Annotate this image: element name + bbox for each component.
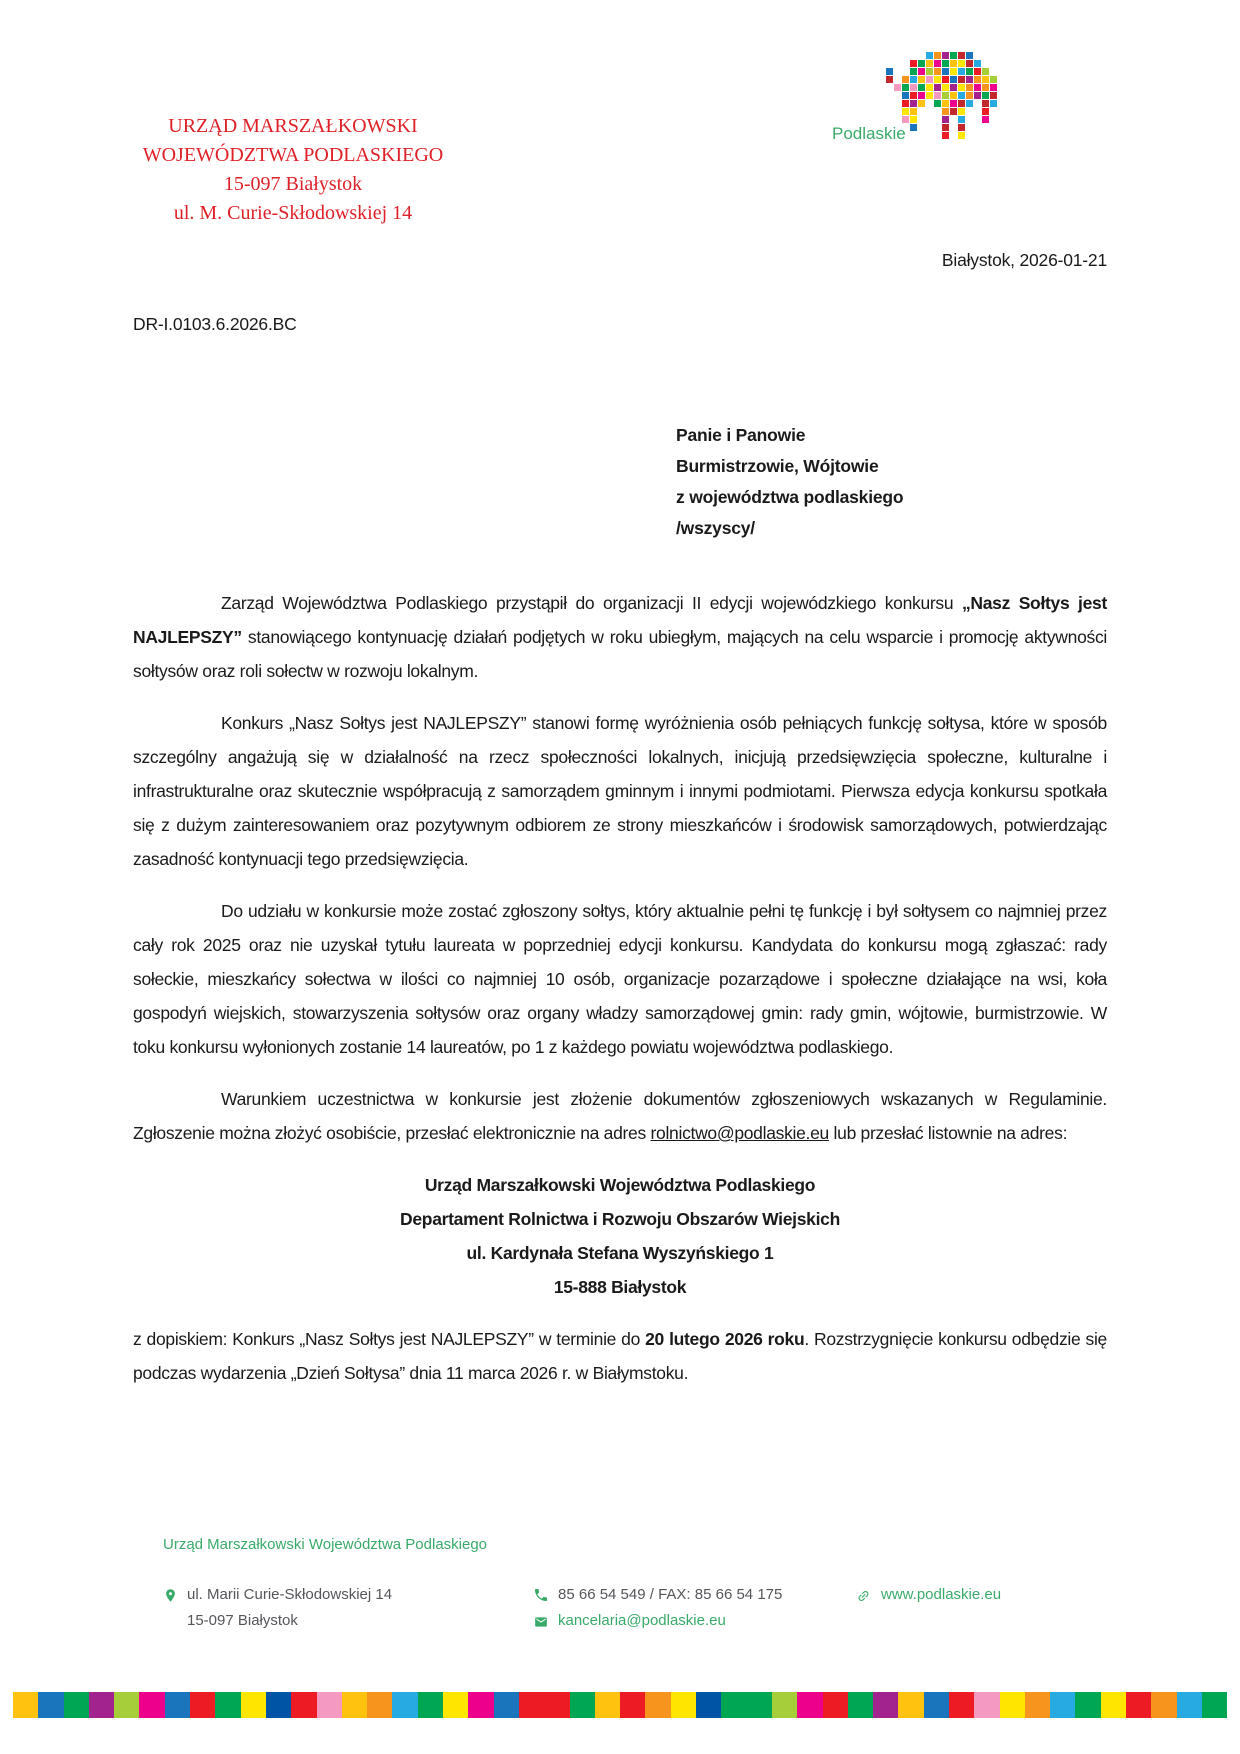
footer-email	[533, 1608, 726, 1638]
paragraph-1-text-end: stanowiącego kontynuację działań podjętych w roku ubiegłym, mających na celu wsparcie i promocję aktywności sołtysów oraz roli sołectw w rozwoju lokalnym.	[133, 627, 1107, 681]
paragraph-5-text-end: . Rozstrzygnięcie konkursu odbędzie się podczas wydarzenia „Dzień Sołtysa” dnia 11 marca 2026 r. w Białymstoku.	[133, 1329, 1107, 1383]
footer-email-link[interactable]: kancelaria@podlaskie.eu	[558, 1612, 726, 1629]
sender-line-4: ul. M. Curie-Skłodowskiej 14	[173, 202, 413, 224]
reference-number: DR-I.0103.6.2026.BC	[133, 314, 297, 334]
footer-address-line-2: 15-097 Białystok	[187, 1612, 298, 1629]
footer-address-lines	[187, 1582, 392, 1634]
paragraph-4-text: Warunkiem uczestnictwa w konkursie jest złożenie dokumentów zgłoszeniowych wskazanych w Regulaminie. Zgłoszenie można złożyć osobiście, przesłać elektronicznie na adres	[133, 1089, 1107, 1143]
footer-phone-text: 85 66 54 549 / FAX: 85 66 54 175	[558, 1586, 783, 1603]
envelope-icon	[533, 1612, 549, 1638]
mailing-address-line-3: ul. Kardynała Stefana Wyszyńskiego 1	[466, 1243, 774, 1263]
color-stripe	[13, 1692, 1227, 1718]
paragraph-4	[133, 1082, 1107, 1150]
letter-body	[133, 586, 1107, 1408]
paragraph-4-text-end: lub przesłać listownie na adres:	[828, 1123, 1068, 1143]
logo-wordmark: Podlaskie	[832, 124, 906, 143]
recipient-line-2: Burmistrzowie, Wójtowie	[676, 456, 879, 476]
paragraph-1-text: Zarząd Województwa Podlaskiego przystąpił do organizacji II edycji wojewódzkiego konkursu	[221, 593, 962, 613]
mailing-address-line-1: Urząd Marszałkowski Województwa Podlaskiego	[424, 1175, 816, 1195]
footer-website	[855, 1582, 1001, 1612]
paragraph-5	[133, 1322, 1107, 1390]
sender-line-3: 15-097 Białystok	[223, 173, 363, 195]
recipient-line-3: z województwa podlaskiego	[676, 487, 904, 507]
mailing-address-line-2: Departament Rolnictwa i Rozwoju Obszarów Wiejskich	[400, 1209, 840, 1229]
paragraph-5-text: z dopiskiem: Konkurs „Nasz Sołtys jest NAJLEPSZY” w terminie do	[133, 1329, 646, 1349]
recipient-line-4: /wszyscy/	[676, 518, 755, 538]
link-icon	[855, 1586, 872, 1612]
contest-name-bold: „Nasz Sołtys jest NAJLEPSZY”	[133, 593, 1107, 647]
footer-org-name: Urząd Marszałkowski Województwa Podlaskiego	[163, 1536, 488, 1553]
deadline-bold: 20 lutego 2026 roku	[645, 1329, 805, 1349]
footer-website-link[interactable]: www.podlaskie.eu	[881, 1586, 1002, 1603]
sender-line-2: WOJEWÓDZTWA PODLASKIEGO	[142, 144, 444, 166]
paragraph-1	[133, 586, 1107, 688]
paragraph-2: Konkurs „Nasz Sołtys jest NAJLEPSZY” stanowi formę wyróżnienia osób pełniących funkcję sołtysa, które w sposób szczególny angażują się w działalność na rzecz społeczności lokalnych, inicjują przedsięwzięcia społeczne, kulturalne i infrastrukturalne oraz skutecznie współpracują z samorządem gminnym i innymi podmiotami. Pierwsza edycja konkursu spotkała się z dużym zainteresowaniem oraz pozytywnym odbiorem ze strony mieszkańców i środowisk samorządowych, potwierdzając zasadność kontynuacji tego przedsięwzięcia.	[133, 713, 1107, 869]
footer-address-line-1: ul. Marii Curie-Skłodowskiej 14	[187, 1586, 393, 1603]
date-line: Białystok, 2026-01-21	[941, 250, 1107, 270]
sender-line-1: URZĄD MARSZAŁKOWSKI	[168, 115, 418, 137]
recipient-line-1: Panie i Panowie	[676, 425, 806, 445]
submission-email-link[interactable]: rolnictwo@podlaskie.eu	[650, 1123, 829, 1143]
location-pin-icon	[163, 1586, 178, 1634]
footer-address	[163, 1582, 392, 1634]
mailing-address-line-4: 15-888 Białystok	[553, 1277, 687, 1297]
mailing-address-block	[133, 1168, 1107, 1304]
recipient-block	[676, 420, 903, 544]
sender-letterhead	[128, 112, 458, 228]
paragraph-3: Do udziału w konkursie może zostać zgłoszony sołtys, który aktualnie pełni tę funkcję i był sołtysem co najmniej przez cały rok 2025 oraz nie uzyskał tytułu laureata w poprzedniej edycji konkursu. Kandydata do konkursu mogą zgłaszać: rady sołeckie, mieszkańcy sołectwa w ilości co najmniej 10 osób, organizacje pozarządowe i społeczne działające na wsi, koła gospodyń wiejskich, stowarzyszenia sołtysów oraz organy władzy samorządowej gmin: rady gmin, wójtowie, burmistrzowie. W toku konkursu wyłonionych zostanie 14 laureatów, po 1 z każdego powiatu województwa podlaskiego.	[133, 901, 1107, 1057]
podlaskie-logo	[830, 52, 1000, 148]
